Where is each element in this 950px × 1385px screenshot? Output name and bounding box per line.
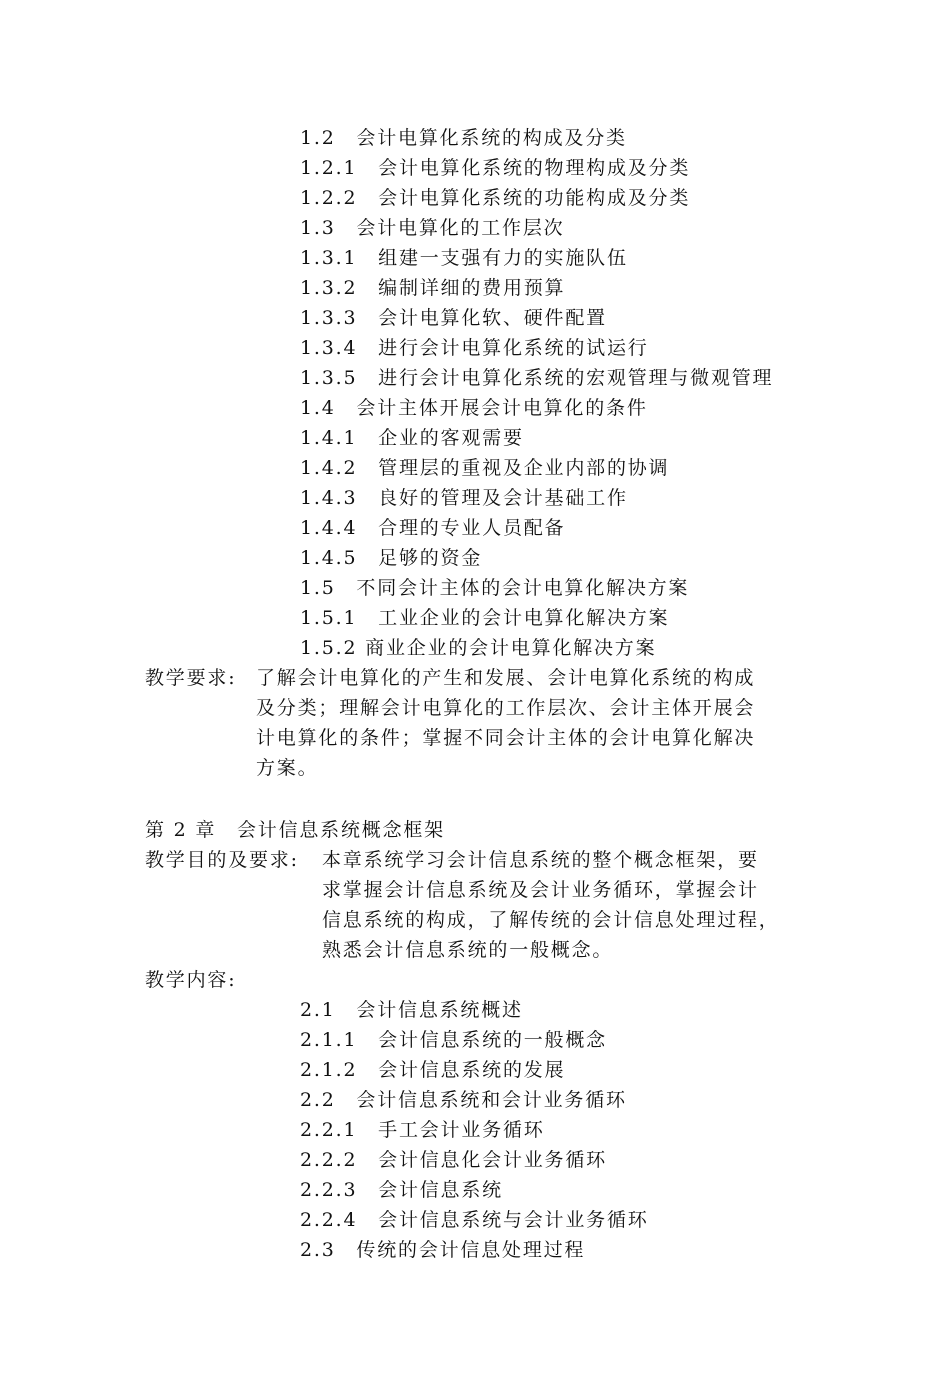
requirement-line: 及分类；理解会计电算化的工作层次、会计主体开展会 — [256, 697, 756, 719]
toc-item: 1.4 会计主体开展会计电算化的条件 — [300, 397, 648, 419]
toc-item: 1.2.2 会计电算化系统的功能构成及分类 — [300, 187, 691, 209]
toc-item: 2.2.3 会计信息系统 — [300, 1179, 503, 1201]
toc-item: 1.2 会计电算化系统的构成及分类 — [300, 127, 627, 149]
toc-item: 2.3 传统的会计信息处理过程 — [300, 1239, 586, 1261]
goal-line: 信息系统的构成，了解传统的会计信息处理过程， — [322, 909, 780, 931]
goal-line: 熟悉会计信息系统的一般概念。 — [322, 939, 614, 961]
content-label: 教学内容: — [145, 969, 237, 991]
toc-item: 1.4.4 合理的专业人员配备 — [300, 517, 566, 539]
requirement-label: 教学要求: — [145, 667, 237, 689]
goal-label: 教学目的及要求: — [145, 849, 299, 871]
toc-item: 2.1.2 会计信息系统的发展 — [300, 1059, 566, 1081]
chapter-title: 第 2 章 会计信息系统概念框架 — [145, 819, 445, 841]
toc-item: 2.2.1 手工会计业务循环 — [300, 1119, 545, 1141]
toc-item: 2.1 会计信息系统概述 — [300, 999, 523, 1021]
toc-item: 1.3.3 会计电算化软、硬件配置 — [300, 307, 607, 329]
toc-item: 1.3.5 进行会计电算化系统的宏观管理与微观管理 — [300, 367, 774, 389]
toc-item: 1.3 会计电算化的工作层次 — [300, 217, 565, 239]
toc-item: 1.3.1 组建一支强有力的实施队伍 — [300, 247, 628, 269]
toc-item: 1.5 不同会计主体的会计电算化解决方案 — [300, 577, 690, 599]
toc-item: 1.3.4 进行会计电算化系统的试运行 — [300, 337, 649, 359]
requirement-line: 了解会计电算化的产生和发展、会计电算化系统的构成 — [256, 667, 756, 689]
toc-item: 2.2 会计信息系统和会计业务循环 — [300, 1089, 627, 1111]
toc-item: 1.4.2 管理层的重视及企业内部的协调 — [300, 457, 670, 479]
toc-item: 1.5.2 商业企业的会计电算化解决方案 — [300, 637, 657, 659]
toc-item: 1.4.1 企业的客观需要 — [300, 427, 524, 449]
requirement-line: 方案。 — [256, 757, 319, 779]
toc-item: 1.2.1 会计电算化系统的物理构成及分类 — [300, 157, 691, 179]
toc-item: 1.4.5 足够的资金 — [300, 547, 483, 569]
toc-item: 2.2.4 会计信息系统与会计业务循环 — [300, 1209, 649, 1231]
toc-item: 1.3.2 编制详细的费用预算 — [300, 277, 566, 299]
goal-line: 本章系统学习会计信息系统的整个概念框架，要 — [322, 849, 759, 871]
toc-item: 2.2.2 会计信息化会计业务循环 — [300, 1149, 607, 1171]
toc-item: 1.4.3 良好的管理及会计基础工作 — [300, 487, 628, 509]
goal-line: 求掌握会计信息系统及会计业务循环，掌握会计 — [322, 879, 759, 901]
requirement-line: 计电算化的条件；掌握不同会计主体的会计电算化解决 — [256, 727, 756, 749]
toc-item: 2.1.1 会计信息系统的一般概念 — [300, 1029, 607, 1051]
toc-item: 1.5.1 工业企业的会计电算化解决方案 — [300, 607, 670, 629]
